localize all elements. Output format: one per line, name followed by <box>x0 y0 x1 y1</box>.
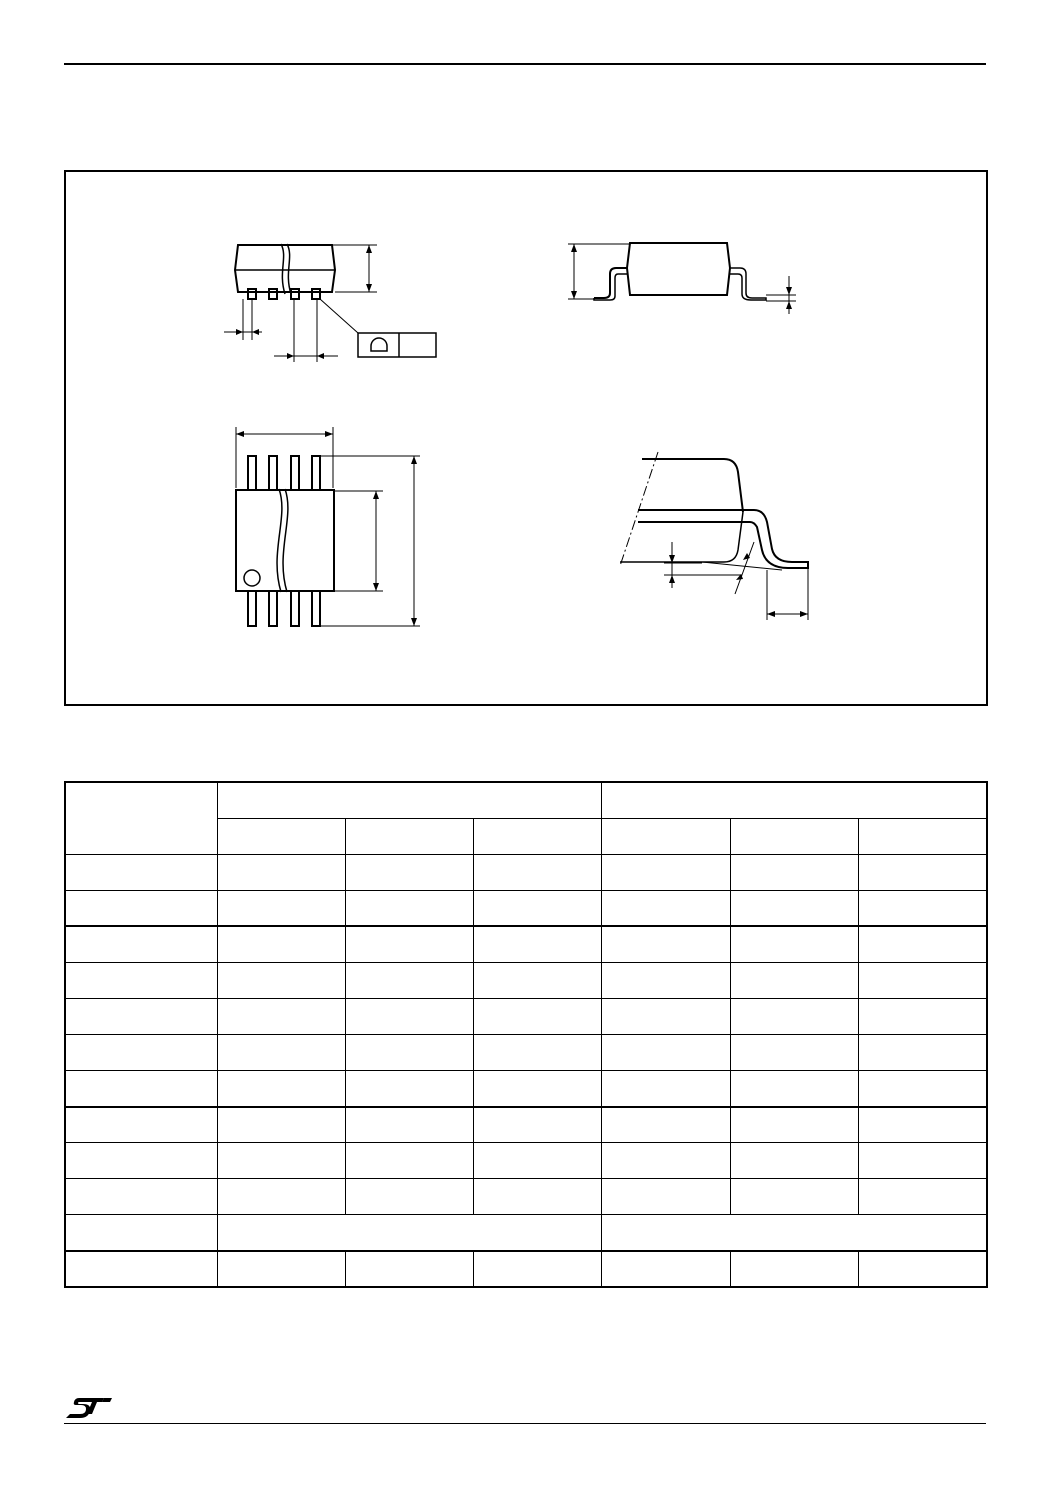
table-cell <box>858 890 987 926</box>
header-group-mm <box>217 782 601 818</box>
table-cell <box>473 926 601 962</box>
table-cell <box>217 1071 345 1107</box>
header-group-inch <box>601 782 987 818</box>
table-cell <box>65 854 217 890</box>
table-cell <box>858 1071 987 1107</box>
table-cell <box>345 1034 473 1070</box>
table-merged-row <box>65 1215 987 1251</box>
header-rule <box>64 63 986 65</box>
table-cell <box>858 962 987 998</box>
table-cell <box>858 998 987 1034</box>
table-cell <box>730 854 858 890</box>
table-row <box>65 998 987 1034</box>
st-logo <box>64 1392 114 1418</box>
table-row <box>65 962 987 998</box>
table-cell <box>473 962 601 998</box>
table-cell <box>858 1107 987 1143</box>
mechanical-data-table <box>64 781 988 1288</box>
table-cell <box>345 1179 473 1215</box>
table-cell <box>473 854 601 890</box>
top-view <box>236 427 420 626</box>
table-cell <box>345 1143 473 1179</box>
table-cell <box>473 1143 601 1179</box>
table-cell <box>217 1251 345 1287</box>
side-view <box>568 243 796 314</box>
table-cell <box>730 1071 858 1107</box>
table-cell <box>65 998 217 1034</box>
table-cell <box>601 854 730 890</box>
table-cell <box>65 962 217 998</box>
table-cell <box>473 890 601 926</box>
table-cell <box>730 998 858 1034</box>
front-view <box>224 244 436 362</box>
table-row <box>65 1179 987 1215</box>
table-cell <box>345 854 473 890</box>
table-cell <box>601 1034 730 1070</box>
table-row <box>65 1107 987 1143</box>
table-cell <box>345 1251 473 1287</box>
table-cell <box>858 1179 987 1215</box>
table-cell <box>65 1143 217 1179</box>
table-cell <box>345 1071 473 1107</box>
table-cell <box>217 962 345 998</box>
table-cell <box>345 998 473 1034</box>
table-cell <box>473 1071 601 1107</box>
table-cell <box>345 962 473 998</box>
table-row <box>65 890 987 926</box>
table-cell <box>473 1034 601 1070</box>
table-cell <box>730 1107 858 1143</box>
subheader-cell <box>730 818 858 854</box>
table-cell <box>601 962 730 998</box>
table-cell <box>217 998 345 1034</box>
dim-header-cell <box>65 782 217 854</box>
table-row <box>65 1034 987 1070</box>
table-cell <box>730 890 858 926</box>
table-cell <box>858 1034 987 1070</box>
table-cell <box>65 1179 217 1215</box>
table-cell <box>601 1107 730 1143</box>
table-cell <box>473 998 601 1034</box>
table-cell <box>65 1071 217 1107</box>
table-cell <box>65 1251 217 1287</box>
subheader-cell <box>858 818 987 854</box>
table-cell <box>65 890 217 926</box>
table-cell <box>65 1107 217 1143</box>
table-cell <box>601 890 730 926</box>
table-cell <box>345 926 473 962</box>
footer-rule <box>64 1423 986 1424</box>
table-cell <box>217 1143 345 1179</box>
table-cell <box>601 1143 730 1179</box>
table-cell <box>65 926 217 962</box>
table-cell <box>858 854 987 890</box>
table-cell <box>858 926 987 962</box>
table-cell <box>730 962 858 998</box>
table-row <box>65 926 987 962</box>
table-cell <box>601 1251 730 1287</box>
package-drawing-frame <box>64 170 988 706</box>
lead-detail-view <box>620 452 808 620</box>
table-cell <box>345 890 473 926</box>
table-cell <box>858 1143 987 1179</box>
table-cell <box>217 1179 345 1215</box>
table-cell <box>601 1179 730 1215</box>
package-outline-drawing <box>66 172 986 704</box>
table-row <box>65 1143 987 1179</box>
subheader-cell <box>473 818 601 854</box>
table-cell <box>730 1251 858 1287</box>
table-row <box>65 1251 987 1287</box>
table-cell <box>601 1071 730 1107</box>
subheader-cell <box>345 818 473 854</box>
table-row <box>65 854 987 890</box>
table-cell <box>730 926 858 962</box>
table-header-row <box>65 782 987 818</box>
table-cell <box>730 1143 858 1179</box>
table-cell <box>65 1034 217 1070</box>
table-row <box>65 1071 987 1107</box>
table-cell <box>65 1215 217 1251</box>
table-cell <box>730 1034 858 1070</box>
table-cell <box>730 1179 858 1215</box>
table-cell <box>217 1034 345 1070</box>
table-cell <box>217 1107 345 1143</box>
table-cell <box>601 926 730 962</box>
table-merged-cell <box>217 1215 601 1251</box>
table-cell <box>858 1251 987 1287</box>
subheader-cell <box>601 818 730 854</box>
table-cell <box>217 926 345 962</box>
subheader-cell <box>217 818 345 854</box>
table-cell <box>601 998 730 1034</box>
table-cell <box>473 1107 601 1143</box>
table-cell <box>473 1251 601 1287</box>
table-merged-cell <box>601 1215 987 1251</box>
table-cell <box>217 890 345 926</box>
table-cell <box>473 1179 601 1215</box>
table-cell <box>217 854 345 890</box>
table-cell <box>345 1107 473 1143</box>
